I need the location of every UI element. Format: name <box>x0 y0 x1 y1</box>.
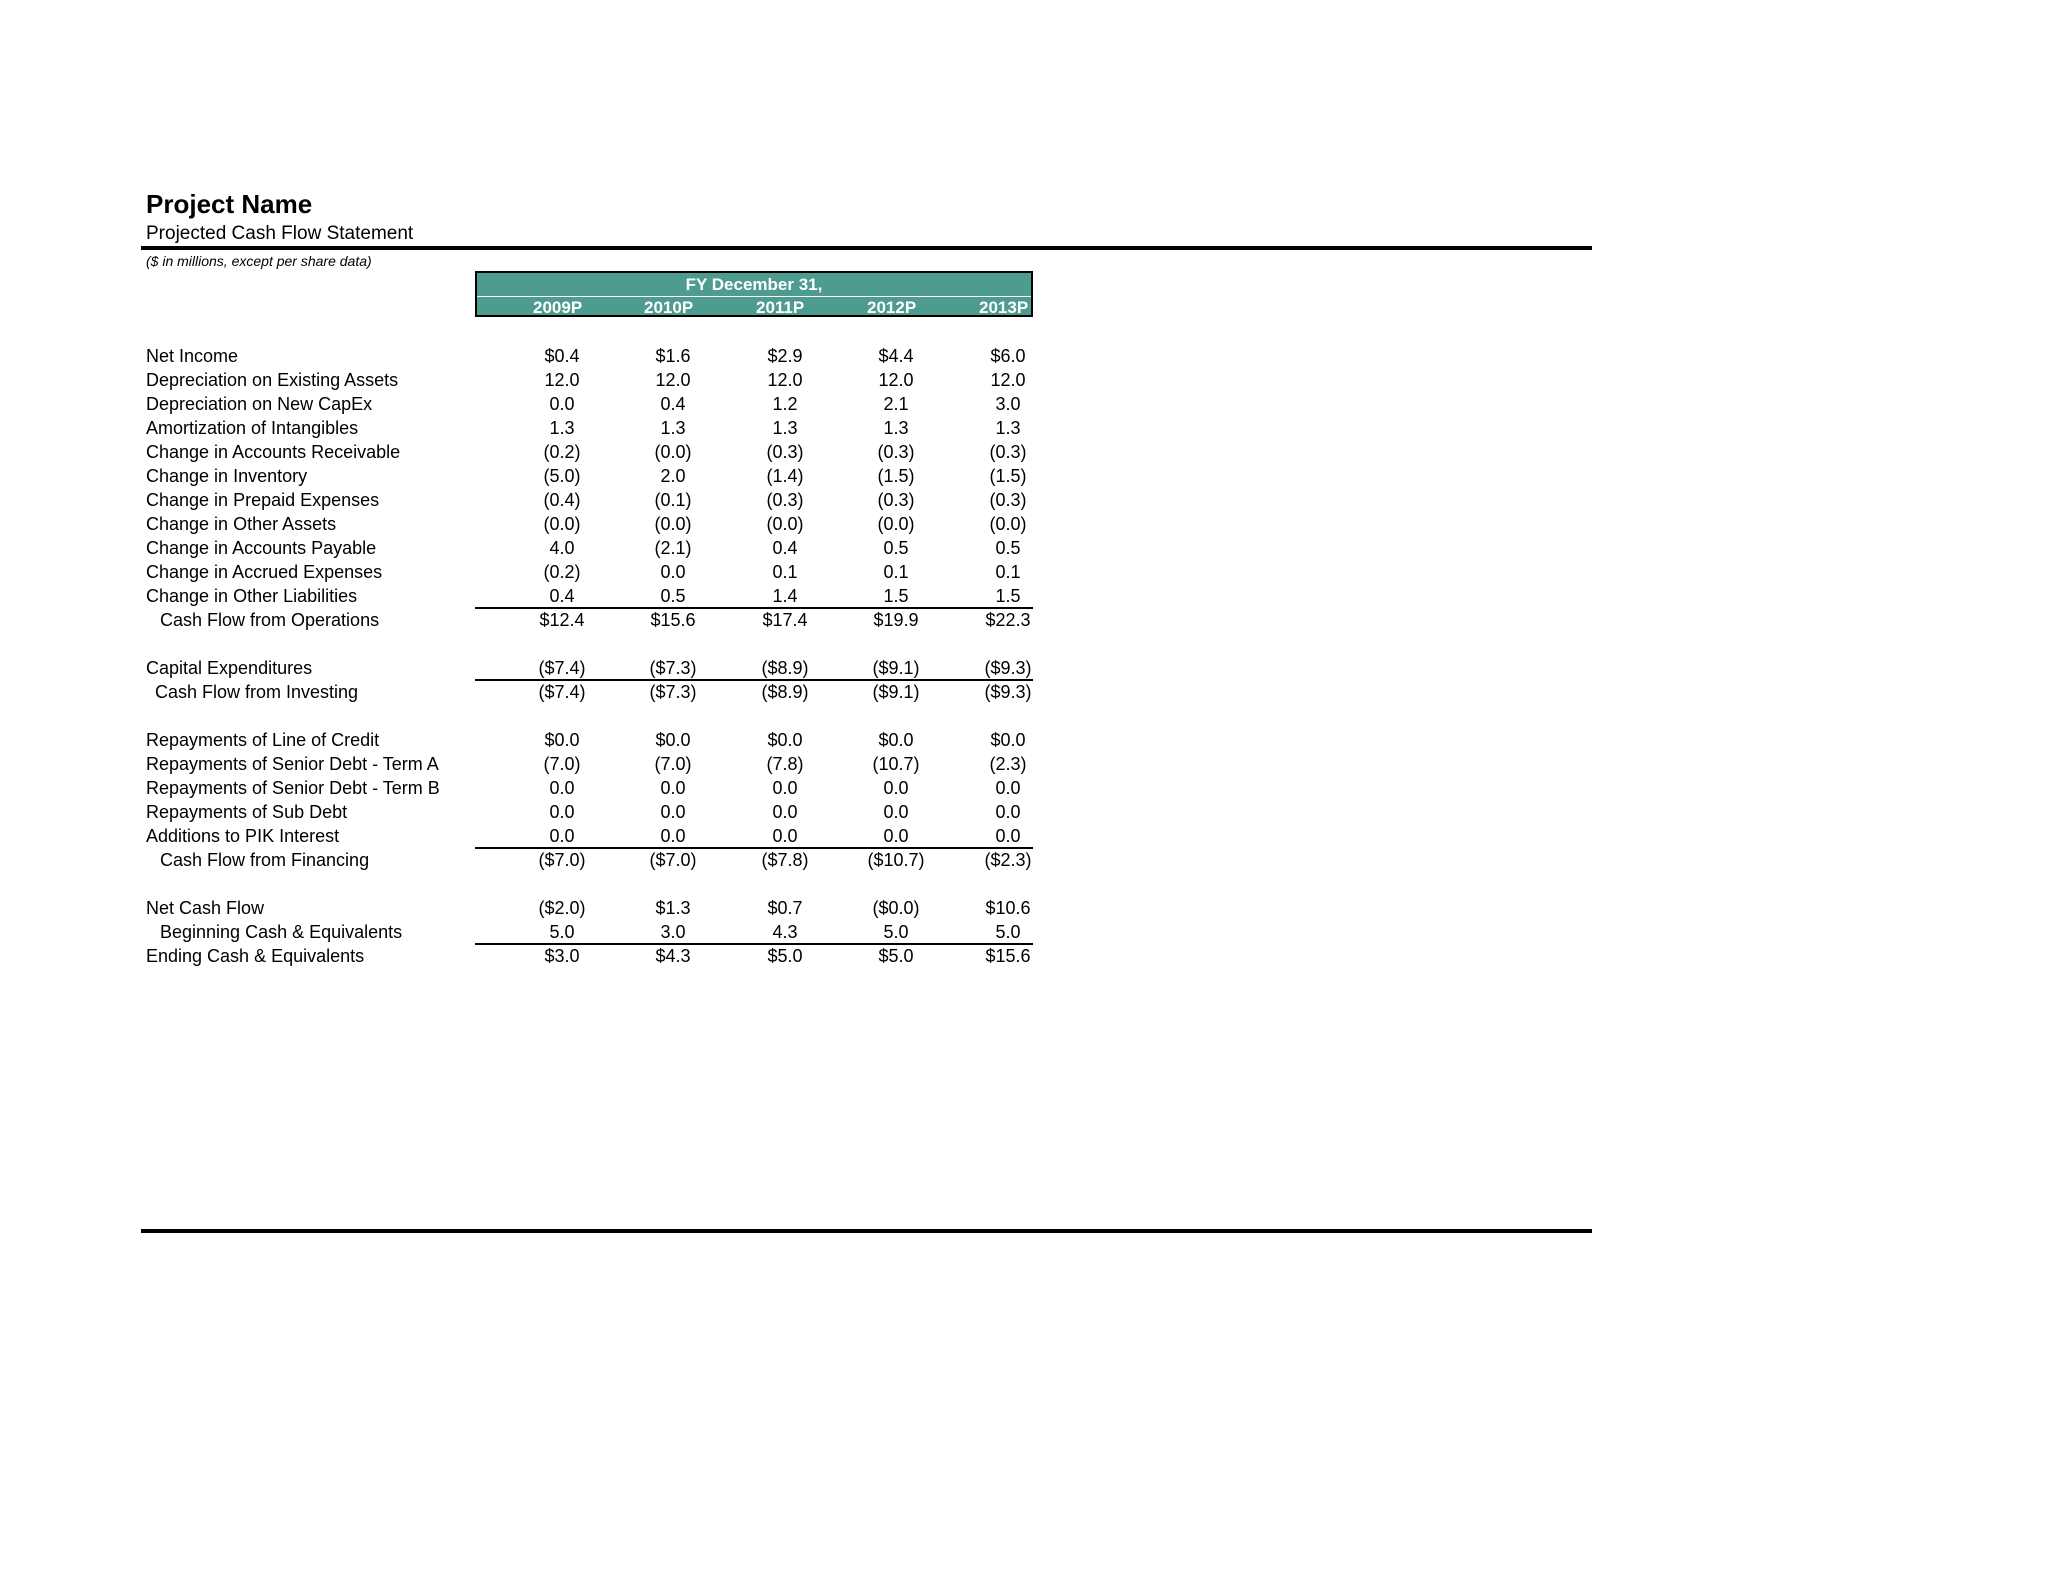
cell-value: 0.1 <box>772 562 798 582</box>
period-label: FY December 31, <box>685 275 823 294</box>
cell-value: 0.0 <box>772 826 798 846</box>
cell-value: (2.3) <box>989 754 1027 774</box>
cell-value: (0.0) <box>543 514 581 534</box>
cell-value: (0.0) <box>766 514 804 534</box>
row-label: Net Income <box>146 346 239 366</box>
cell-value: 12.0 <box>655 370 691 390</box>
cell-value: $0.0 <box>655 730 691 750</box>
row-label: Repayments of Sub Debt <box>146 802 348 822</box>
cell-value: ($2.0) <box>538 898 586 918</box>
cell-value: $1.3 <box>655 898 691 918</box>
cell-value: 0.0 <box>883 778 909 798</box>
subtotal-line <box>475 847 1033 849</box>
table-row <box>0 680 1100 704</box>
table-row <box>0 752 1100 776</box>
cell-value: (1.5) <box>877 466 915 486</box>
cell-value: $0.0 <box>544 730 580 750</box>
subtotal-line <box>475 943 1033 945</box>
table-row <box>0 608 1100 632</box>
cell-value: 0.0 <box>883 826 909 846</box>
cell-value: 3.0 <box>660 922 686 942</box>
cell-value: ($7.0) <box>649 850 697 870</box>
cell-value: ($7.4) <box>538 658 586 678</box>
cell-value: (0.2) <box>543 562 581 582</box>
cell-value: 2.0 <box>660 466 686 486</box>
cell-value: 0.0 <box>995 826 1021 846</box>
row-label: Amortization of Intangibles <box>146 418 359 438</box>
row-label: Change in Accounts Receivable <box>146 442 401 462</box>
cell-value: 4.0 <box>549 538 575 558</box>
statement-title: Projected Cash Flow Statement <box>146 223 414 244</box>
cell-value: 12.0 <box>990 370 1026 390</box>
project-name: Project Name <box>146 189 313 219</box>
year-header: 2010P <box>644 298 694 317</box>
table-row <box>0 800 1100 824</box>
cell-value: 0.4 <box>660 394 686 414</box>
table-row <box>0 440 1100 464</box>
table-row <box>0 848 1100 872</box>
cell-value: (0.0) <box>989 514 1027 534</box>
cell-value: 0.0 <box>772 778 798 798</box>
cell-value: ($9.1) <box>872 682 920 702</box>
cell-value: 0.0 <box>660 802 686 822</box>
cell-value: ($2.3) <box>984 850 1032 870</box>
cell-value: 1.3 <box>995 418 1021 438</box>
cell-value: (0.3) <box>766 442 804 462</box>
cell-value: ($7.4) <box>538 682 586 702</box>
row-label: Capital Expenditures <box>146 658 313 678</box>
cell-value: 4.3 <box>772 922 798 942</box>
cell-value: 5.0 <box>549 922 575 942</box>
cell-value: 0.5 <box>883 538 909 558</box>
row-label: Depreciation on New CapEx <box>146 394 373 414</box>
row-label: Change in Accounts Payable <box>146 538 377 558</box>
row-label: Additions to PIK Interest <box>146 826 340 846</box>
cell-value: 3.0 <box>995 394 1021 414</box>
top-divider <box>141 246 1592 250</box>
cell-value: 1.3 <box>549 418 575 438</box>
cell-value: ($7.3) <box>649 682 697 702</box>
cell-value: (5.0) <box>543 466 581 486</box>
cell-value: (10.7) <box>872 754 920 774</box>
row-label: Cash Flow from Investing <box>155 682 359 702</box>
cell-value: 5.0 <box>883 922 909 942</box>
row-label: Ending Cash & Equivalents <box>146 946 365 966</box>
cell-value: $5.0 <box>767 946 803 966</box>
table-row <box>0 656 1100 680</box>
cell-value: $0.0 <box>878 730 914 750</box>
cell-value: 1.3 <box>660 418 686 438</box>
cell-value: 0.1 <box>995 562 1021 582</box>
table-row <box>0 560 1100 584</box>
cell-value: 0.0 <box>549 778 575 798</box>
cell-value: 0.0 <box>549 802 575 822</box>
cell-value: $4.3 <box>655 946 691 966</box>
table-row <box>0 728 1100 752</box>
table-row <box>0 776 1100 800</box>
row-label: Change in Other Liabilities <box>146 586 358 606</box>
year-header: 2012P <box>867 298 917 317</box>
year-header: 2009P <box>533 298 583 317</box>
cell-value: (2.1) <box>654 538 692 558</box>
cell-value: $17.4 <box>762 610 808 630</box>
table-row <box>0 896 1100 920</box>
cell-value: 0.4 <box>549 586 575 606</box>
cell-value: (0.3) <box>877 490 915 510</box>
row-label: Depreciation on Existing Assets <box>146 370 399 390</box>
cell-value: 12.0 <box>767 370 803 390</box>
cell-value: (0.3) <box>877 442 915 462</box>
row-label: Repayments of Senior Debt - Term B <box>146 778 440 798</box>
cell-value: ($9.3) <box>984 682 1032 702</box>
row-label: Cash Flow from Operations <box>160 610 380 630</box>
subtotal-line <box>475 607 1033 609</box>
cell-value: 0.0 <box>995 778 1021 798</box>
cell-value: 0.0 <box>660 562 686 582</box>
cell-value: (0.2) <box>543 442 581 462</box>
row-label: Change in Prepaid Expenses <box>146 490 380 510</box>
row-label: Repayments of Line of Credit <box>146 730 380 750</box>
cell-value: 2.1 <box>883 394 909 414</box>
cell-value: $1.6 <box>655 346 691 366</box>
table-row <box>0 392 1100 416</box>
year-header: 2013P <box>979 298 1029 317</box>
table-row <box>0 584 1100 608</box>
cell-value: $2.9 <box>767 346 803 366</box>
column-header <box>475 271 1033 317</box>
table-row <box>0 488 1100 512</box>
cell-value: 0.0 <box>660 778 686 798</box>
cell-value: (7.8) <box>766 754 804 774</box>
cell-value: $0.7 <box>767 898 803 918</box>
cell-value: (0.3) <box>989 442 1027 462</box>
row-label: Change in Inventory <box>146 466 308 486</box>
cell-value: (7.0) <box>654 754 692 774</box>
cell-value: 0.1 <box>883 562 909 582</box>
cell-value: $6.0 <box>990 346 1026 366</box>
table-row <box>0 536 1100 560</box>
cell-value: (0.0) <box>654 442 692 462</box>
cell-value: (0.3) <box>989 490 1027 510</box>
cell-value: $15.6 <box>650 610 696 630</box>
cell-value: $0.0 <box>767 730 803 750</box>
cell-value: $19.9 <box>873 610 919 630</box>
cell-value: 12.0 <box>544 370 580 390</box>
cell-value: (1.4) <box>766 466 804 486</box>
cell-value: 0.0 <box>772 802 798 822</box>
cell-value: $10.6 <box>985 898 1031 918</box>
cell-value: $0.4 <box>544 346 580 366</box>
table-row <box>0 344 1100 368</box>
table-row <box>0 512 1100 536</box>
cell-value: (0.0) <box>654 514 692 534</box>
table-row <box>0 824 1100 848</box>
cell-value: 1.4 <box>772 586 798 606</box>
cell-value: 5.0 <box>995 922 1021 942</box>
cell-value: ($0.0) <box>872 898 920 918</box>
header-divider <box>477 296 1031 297</box>
cell-value: 0.0 <box>883 802 909 822</box>
cell-value: 0.5 <box>995 538 1021 558</box>
units-note: ($ in millions, except per share data) <box>146 253 372 269</box>
cell-value: $0.0 <box>990 730 1026 750</box>
cell-value: ($9.1) <box>872 658 920 678</box>
row-label: Repayments of Senior Debt - Term A <box>146 754 439 774</box>
cell-value: ($10.7) <box>867 850 925 870</box>
cell-value: ($8.9) <box>761 658 809 678</box>
cell-value: ($7.8) <box>761 850 809 870</box>
row-label: Net Cash Flow <box>146 898 265 918</box>
cell-value: (0.1) <box>654 490 692 510</box>
table-row <box>0 368 1100 392</box>
table-row <box>0 464 1100 488</box>
row-label: Beginning Cash & Equivalents <box>160 922 403 942</box>
table-row <box>0 920 1100 944</box>
cell-value: ($7.3) <box>649 658 697 678</box>
cell-value: 0.5 <box>660 586 686 606</box>
cell-value: ($9.3) <box>984 658 1032 678</box>
bottom-divider <box>141 1229 1592 1233</box>
cell-value: (7.0) <box>543 754 581 774</box>
table-row <box>0 944 1100 968</box>
year-headers <box>477 298 1031 317</box>
cell-value: 1.5 <box>883 586 909 606</box>
cell-value: (0.0) <box>877 514 915 534</box>
cell-value: $3.0 <box>544 946 580 966</box>
cell-value: ($7.0) <box>538 850 586 870</box>
cell-value: $5.0 <box>878 946 914 966</box>
cell-value: 0.0 <box>660 826 686 846</box>
cell-value: 0.0 <box>995 802 1021 822</box>
cell-value: 0.0 <box>549 394 575 414</box>
subtotal-line <box>475 679 1033 681</box>
cell-value: $4.4 <box>878 346 914 366</box>
cell-value: $22.3 <box>985 610 1031 630</box>
cell-value: ($8.9) <box>761 682 809 702</box>
cell-value: (0.4) <box>543 490 581 510</box>
cell-value: 1.5 <box>995 586 1021 606</box>
cell-value: 12.0 <box>878 370 914 390</box>
row-label: Change in Other Assets <box>146 514 337 534</box>
cell-value: $12.4 <box>539 610 585 630</box>
cell-value: 0.4 <box>772 538 798 558</box>
row-label: Change in Accrued Expenses <box>146 562 383 582</box>
cell-value: 1.3 <box>883 418 909 438</box>
cell-value: (0.3) <box>766 490 804 510</box>
cell-value: $15.6 <box>985 946 1031 966</box>
row-label: Cash Flow from Financing <box>160 850 370 870</box>
year-header: 2011P <box>756 298 805 317</box>
cell-value: 1.2 <box>772 394 798 414</box>
table-row <box>0 416 1100 440</box>
cell-value: 0.0 <box>549 826 575 846</box>
cell-value: 1.3 <box>772 418 798 438</box>
cell-value: (1.5) <box>989 466 1027 486</box>
